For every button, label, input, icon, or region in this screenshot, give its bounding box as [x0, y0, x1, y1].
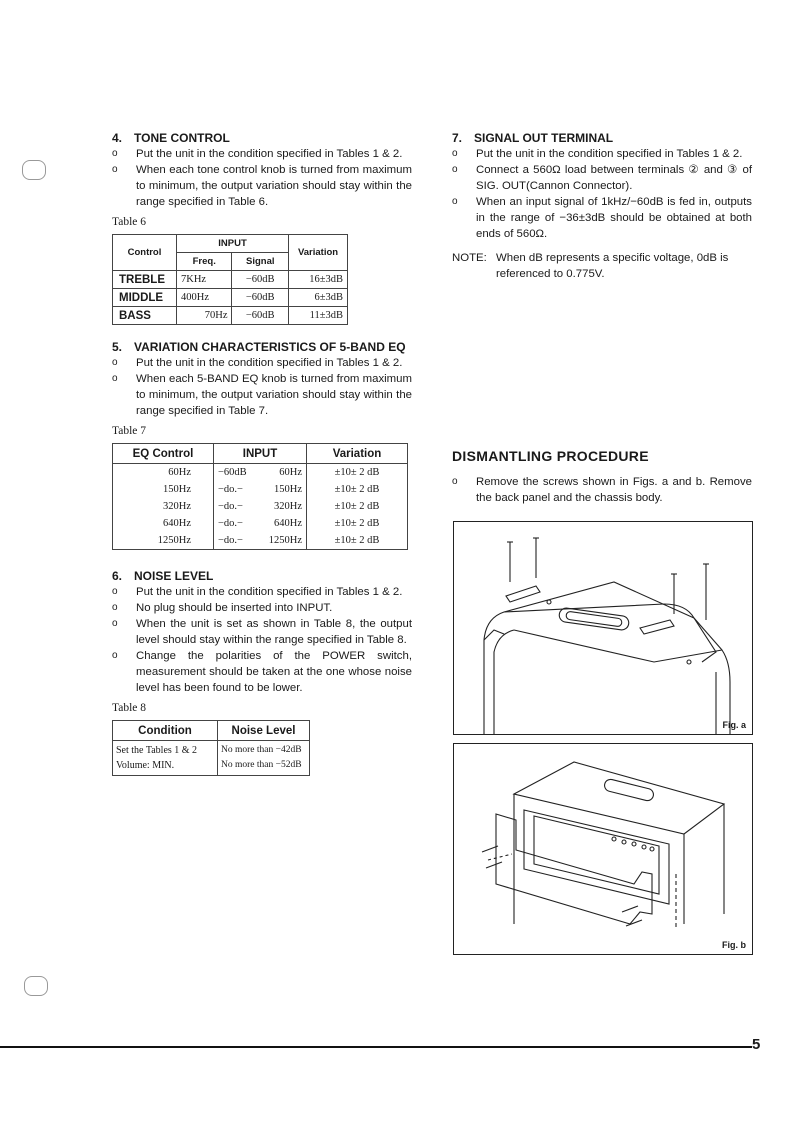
- cell-signal: −60dB: [214, 464, 258, 482]
- cell-variation: ±10± 2 dB: [307, 464, 408, 482]
- bullet-text: Put the unit in the condition specified in Tables 1 & 2.: [136, 357, 403, 369]
- section-4-heading: [112, 130, 412, 146]
- bullet-mark: o: [452, 148, 458, 159]
- cell-variation: 11±3dB: [289, 307, 348, 325]
- bullet-item: [112, 584, 412, 600]
- cell-eq: 60Hz: [113, 464, 214, 482]
- section-title: NOISE LEVEL: [134, 569, 214, 583]
- bullet-item: [112, 355, 412, 371]
- bullet-mark: o: [112, 586, 118, 597]
- amp-back-panel-illustration: [454, 744, 752, 954]
- figure-b: [453, 743, 753, 955]
- section-title: SIGNAL OUT TERMINAL: [474, 131, 614, 145]
- bullet-mark: o: [112, 148, 118, 159]
- cell-freq: 320Hz: [257, 498, 306, 515]
- cell-variation: ±10± 2 dB: [307, 498, 408, 515]
- bullet-text: Remove the screws shown in Figs. a and b. Remove the back panel and the chassis body.: [476, 476, 752, 504]
- section-5-heading: [112, 339, 412, 355]
- noise-line: No more than −52dB: [221, 760, 302, 770]
- right-column: [452, 130, 752, 282]
- footer-rule: [0, 1046, 752, 1048]
- table-8-caption: Table 8: [112, 702, 147, 714]
- cell-signal: −do.−: [214, 498, 258, 515]
- cell-freq: 7KHz: [177, 271, 232, 289]
- table-row: [113, 289, 348, 307]
- cell-signal: −do.−: [214, 532, 258, 550]
- table-6-caption: Table 6: [112, 216, 147, 228]
- bullet-text: No plug should be inserted into INPUT.: [136, 602, 333, 614]
- cell-variation: 6±3dB: [289, 289, 348, 307]
- bullet-mark: o: [112, 164, 118, 175]
- bullet-item: [112, 600, 412, 616]
- cell-freq: 640Hz: [257, 515, 306, 532]
- cell-signal: −60dB: [232, 289, 289, 307]
- figure-a-label: Fig. a: [722, 720, 746, 730]
- note-label: NOTE:: [452, 252, 487, 264]
- noise-line: No more than −42dB: [221, 745, 302, 755]
- col-header-signal: Signal: [232, 253, 289, 271]
- bullet-text: Connect a 560Ω load between terminals ② and ③ of SIG. OUT(Cannon Connector).: [476, 164, 752, 192]
- cell-freq: 70Hz: [177, 307, 232, 325]
- bullet-text: When an input signal of 1kHz/−60dB is fed in, outputs in the range of −36±3dB should be obtained at both ends of 560Ω.: [476, 196, 752, 240]
- bullet-item: [452, 146, 752, 162]
- table-row: [113, 741, 310, 776]
- table-row: [113, 532, 408, 550]
- bullet-mark: o: [112, 373, 118, 384]
- figure-b-label: Fig. b: [722, 940, 746, 950]
- cell-freq: 150Hz: [257, 481, 306, 498]
- cell-noise-level: [218, 741, 310, 776]
- amp-top-screws-illustration: [454, 522, 752, 734]
- bullet-item: [452, 162, 752, 194]
- table-row: [113, 271, 348, 289]
- cell-freq: 400Hz: [177, 289, 232, 307]
- cell-freq: 60Hz: [257, 464, 306, 482]
- bullet-item: [452, 474, 752, 506]
- table-row: [113, 307, 348, 325]
- cell-condition: [113, 741, 218, 776]
- binder-hole-mark: [22, 160, 46, 180]
- col-header-eq-control: EQ Control: [113, 444, 214, 464]
- col-header-control: Control: [113, 235, 177, 271]
- bullet-text: Change the polarities of the POWER switch, measurement should be taken at the one whose noise level has been found to be lower.: [136, 650, 412, 694]
- section-title: TONE CONTROL: [134, 131, 230, 145]
- bullet-text: Put the unit in the condition specified in Tables 1 & 2.: [476, 148, 743, 160]
- cell-eq: 1250Hz: [113, 532, 214, 550]
- page-number: 5: [752, 1036, 761, 1053]
- bullet-item: [112, 162, 412, 210]
- table-row: [113, 498, 408, 515]
- bullet-item: [112, 648, 412, 696]
- cell-freq: 1250Hz: [257, 532, 306, 550]
- cell-signal: −do.−: [214, 515, 258, 532]
- cell-variation: ±10± 2 dB: [307, 532, 408, 550]
- bullet-text: When each tone control knob is turned from maximum to minimum, the output variation should stay within the range specified in Table 6.: [136, 164, 412, 208]
- table-row: [113, 515, 408, 532]
- bullet-item: [112, 616, 412, 648]
- cell-signal: −do.−: [214, 481, 258, 498]
- col-header-condition: Condition: [113, 721, 218, 741]
- col-header-input: INPUT: [177, 235, 289, 253]
- table-7-caption: Table 7: [112, 425, 147, 437]
- bullet-mark: o: [452, 164, 458, 175]
- bullet-text: When the unit is set as shown in Table 8, the output level should stay within the range specified in Table 8.: [136, 618, 412, 646]
- cell-control: BASS: [113, 307, 177, 325]
- cell-variation: ±10± 2 dB: [307, 481, 408, 498]
- cell-eq: 320Hz: [113, 498, 214, 515]
- cell-signal: −60dB: [232, 271, 289, 289]
- bullet-text: Put the unit in the condition specified in Tables 1 & 2.: [136, 148, 403, 160]
- section-7-heading: [452, 130, 752, 146]
- col-header-freq: Freq.: [177, 253, 232, 271]
- table-row: [113, 464, 408, 482]
- section-number: 6.: [112, 569, 123, 583]
- dismantling-heading: DISMANTLING PROCEDURE: [452, 448, 649, 464]
- table-7: [112, 443, 408, 550]
- bullet-text: When each 5-BAND EQ knob is turned from maximum to minimum, the output variation should stay within the range specified in Table 7.: [136, 373, 412, 417]
- bullet-mark: o: [112, 357, 118, 368]
- bullet-mark: o: [112, 618, 118, 629]
- bullet-item: [112, 146, 412, 162]
- bullet-item: [112, 371, 412, 419]
- binder-hole-mark: [24, 976, 48, 996]
- cell-control: TREBLE: [113, 271, 177, 289]
- section-6-heading: [112, 568, 412, 584]
- note: [452, 250, 752, 282]
- bullet-mark: o: [112, 650, 118, 661]
- bullet-mark: o: [452, 476, 458, 487]
- left-column: [112, 130, 412, 776]
- cell-signal: −60dB: [232, 307, 289, 325]
- cell-variation: ±10± 2 dB: [307, 515, 408, 532]
- table-6: [112, 234, 348, 325]
- bullet-item: [452, 194, 752, 242]
- section-number: 5.: [112, 340, 123, 354]
- section-number: 4.: [112, 131, 123, 145]
- col-header-noise-level: Noise Level: [218, 721, 310, 741]
- cell-eq: 640Hz: [113, 515, 214, 532]
- bullet-text: Put the unit in the condition specified in Tables 1 & 2.: [136, 586, 403, 598]
- col-header-variation: Variation: [289, 235, 348, 271]
- condition-line: Volume: MIN.: [116, 760, 175, 771]
- table-8: [112, 720, 310, 776]
- cell-variation: 16±3dB: [289, 271, 348, 289]
- bullet-mark: o: [452, 196, 458, 207]
- dismantling-section: [452, 448, 752, 506]
- col-header-variation: Variation: [307, 444, 408, 464]
- section-number: 7.: [452, 131, 463, 145]
- figure-a: [453, 521, 753, 735]
- table-row: [113, 481, 408, 498]
- col-header-input: INPUT: [214, 444, 307, 464]
- condition-line: Set the Tables 1 & 2: [116, 745, 198, 756]
- cell-control: MIDDLE: [113, 289, 177, 307]
- section-title: VARIATION CHARACTERISTICS OF 5-BAND EQ: [134, 340, 406, 354]
- note-text: When dB represents a specific voltage, 0dB is referenced to 0.775V.: [496, 252, 729, 280]
- bullet-mark: o: [112, 602, 118, 613]
- cell-eq: 150Hz: [113, 481, 214, 498]
